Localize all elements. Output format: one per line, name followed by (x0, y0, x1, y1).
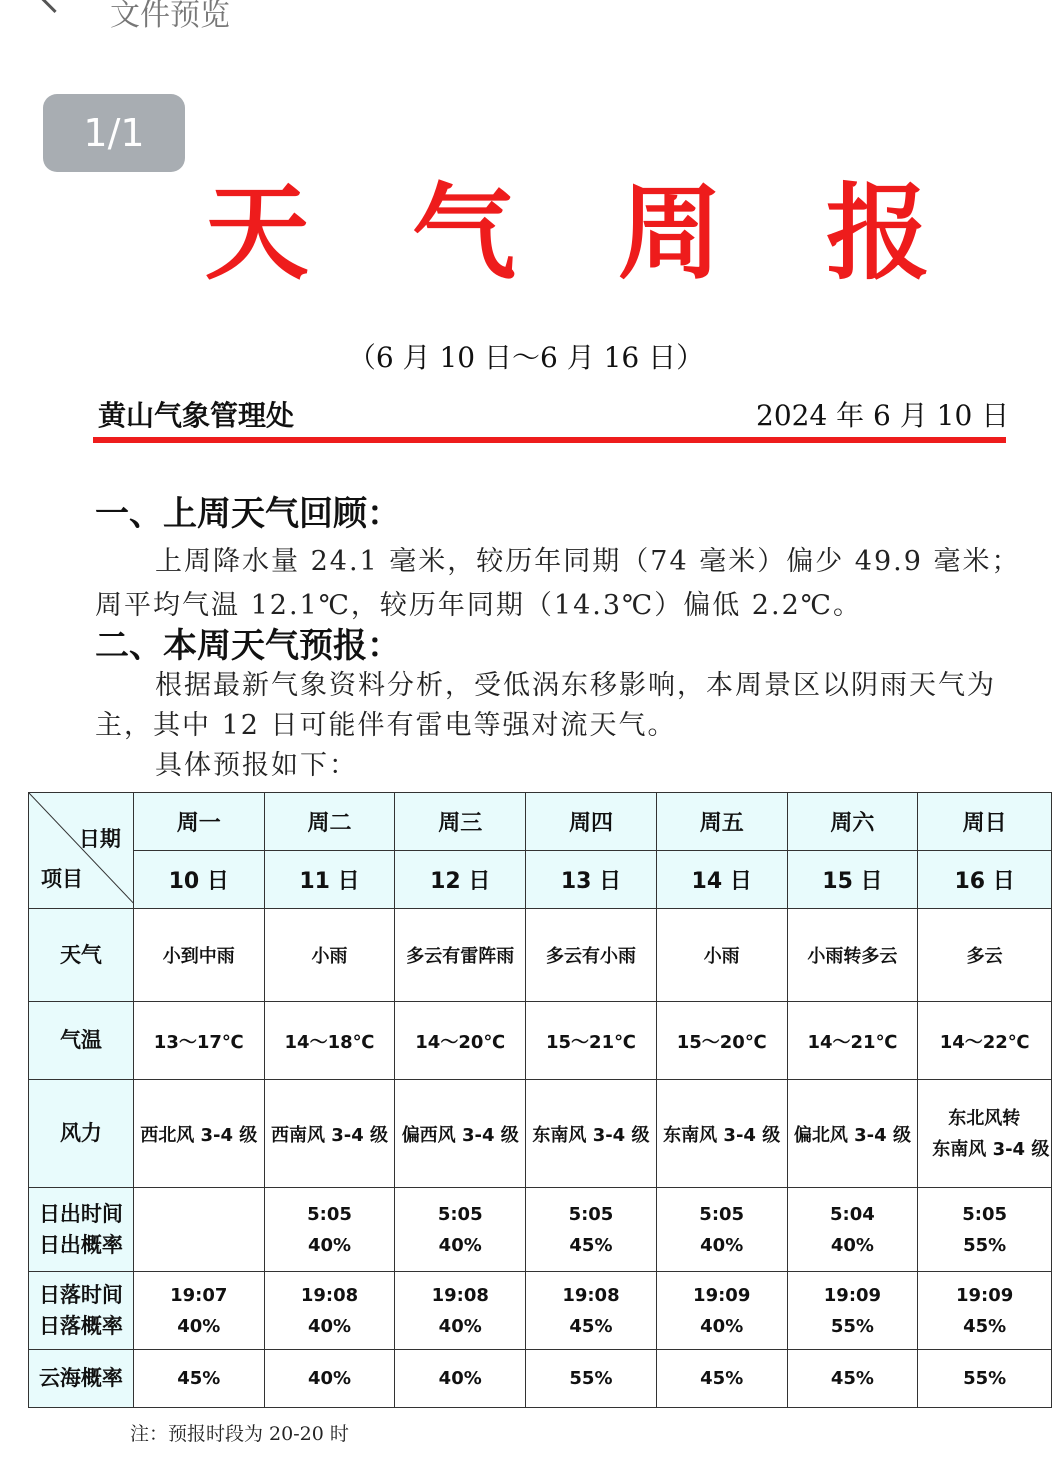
sunrise-time: 5:05 (307, 1203, 352, 1225)
date-range: （6 月 10 日～6 月 16 日） (347, 341, 705, 374)
wind-cell: 偏北风 3-4 级 (787, 1080, 918, 1188)
weekday-header: 周四 (526, 793, 657, 851)
wind-cell: 东南风 3-4 级 (656, 1080, 787, 1188)
sunrise-time: 5:05 (437, 1203, 483, 1225)
sunrise-cell (656, 1188, 787, 1272)
sunrise-cell (526, 1188, 657, 1272)
date-header: 13 日 (526, 851, 657, 909)
forecast-table (28, 792, 1052, 1408)
sunset-cell (395, 1272, 526, 1350)
sunrise-prob: 55% (963, 1234, 1007, 1256)
corner-date-label: 日期 (78, 827, 121, 851)
row-label-sea-of-clouds: 云海概率 (29, 1350, 134, 1408)
sea-of-clouds-cell: 55% (918, 1350, 1052, 1408)
publish-date: 2024 年 6 月 10 日 (756, 399, 1010, 432)
sunrise-prob-label: 日出概率 (38, 1232, 123, 1257)
temp-cell: 13～17℃ (133, 1002, 264, 1080)
footnote: 注：预报时段为 20-20 时 (130, 1423, 349, 1445)
sunrise-cell (395, 1188, 526, 1272)
sunrise-time-label: 日出时间 (38, 1201, 123, 1226)
sunrise-time: 5:05 (568, 1203, 614, 1225)
doc-title-char-1: 天 (205, 171, 310, 294)
back-arrow-icon[interactable] (34, 0, 75, 13)
corner-item-label: 项目 (41, 867, 83, 891)
sunset-time: 19:07 (170, 1284, 228, 1306)
app-title: 文件预览 (110, 0, 230, 33)
weather-cell: 小雨 (656, 909, 787, 1002)
sunset-prob: 40% (438, 1315, 482, 1337)
sea-of-clouds-cell: 55% (526, 1350, 657, 1408)
sunrise-prob: 45% (569, 1234, 613, 1256)
sea-of-clouds-cell: 40% (395, 1350, 526, 1408)
section1-line1: 上周降水量 24.1 毫米，较历年同期（74 毫米）偏少 49.9 毫米； (155, 546, 1021, 577)
weather-cell: 小雨 (264, 909, 395, 1002)
sunrise-prob: 40% (307, 1234, 352, 1256)
section2-line1: 根据最新气象资料分析，受低涡东移影响，本周景区以阴雨天气为 (155, 670, 996, 701)
sunset-cell (264, 1272, 395, 1350)
weather-cell: 多云有雷阵雨 (395, 909, 526, 1002)
sunrise-prob: 40% (700, 1234, 744, 1256)
date-header: 10 日 (133, 851, 264, 909)
sunrise-cell (264, 1188, 395, 1272)
weekday-header: 周日 (918, 793, 1052, 851)
sunrise-prob: 40% (830, 1234, 874, 1256)
section1-line2: 周平均气温 12.1℃，较历年同期（14.3℃）偏低 2.2℃。 (95, 590, 862, 621)
temp-cell: 14～22℃ (918, 1002, 1052, 1080)
row-label-sunrise (29, 1188, 134, 1272)
issuing-org: 黄山气象管理处 (98, 399, 295, 432)
sunrise-time: 5:05 (962, 1203, 1008, 1225)
sunset-prob: 40% (700, 1315, 744, 1337)
wind-cell: 西北风 3-4 级 (133, 1080, 264, 1188)
header-divider (93, 437, 1006, 443)
section1-heading: 一、上周天气回顾： (95, 494, 401, 534)
sunset-cell (918, 1272, 1052, 1350)
sunrise-cell (787, 1188, 918, 1272)
section2-line3: 具体预报如下： (155, 750, 358, 781)
weekday-header: 周一 (133, 793, 264, 851)
sea-of-clouds-cell: 40% (264, 1350, 395, 1408)
sunset-cell (656, 1272, 787, 1350)
date-header: 15 日 (787, 851, 918, 909)
sunrise-cell (918, 1188, 1052, 1272)
sea-of-clouds-cell: 45% (787, 1350, 918, 1408)
section2-heading: 二、本周天气预报： (95, 626, 401, 666)
sunset-prob: 55% (830, 1315, 874, 1337)
weekday-header: 周五 (656, 793, 787, 851)
wind-line2: 东南风 3-4 级 (932, 1138, 1050, 1160)
sunset-time-label: 日落时间 (38, 1282, 123, 1307)
temp-cell: 14～20℃ (395, 1002, 526, 1080)
wind-cell: 东南风 3-4 级 (526, 1080, 657, 1188)
sunset-time: 19:09 (823, 1284, 882, 1306)
sunrise-time: 5:05 (699, 1203, 745, 1225)
sunset-time: 19:08 (300, 1284, 359, 1306)
sunset-time: 19:09 (693, 1284, 751, 1306)
page-indicator: 1/1 (43, 94, 185, 172)
weather-cell: 多云 (918, 909, 1052, 1002)
doc-title-char-2: 气 (412, 171, 517, 294)
sea-of-clouds-cell: 45% (133, 1350, 264, 1408)
weekday-header: 周六 (787, 793, 918, 851)
sunset-time: 19:08 (562, 1284, 620, 1306)
sunset-time: 19:08 (431, 1284, 489, 1306)
wind-cell: 偏西风 3-4 级 (395, 1080, 526, 1188)
weather-cell: 小到中雨 (133, 909, 264, 1002)
weekday-header: 周二 (264, 793, 395, 851)
table-corner (29, 793, 134, 909)
sunset-cell (526, 1272, 657, 1350)
weekday-header: 周三 (395, 793, 526, 851)
date-header: 11 日 (264, 851, 395, 909)
row-label-temp: 气温 (29, 1002, 134, 1080)
sunset-prob: 45% (569, 1315, 613, 1337)
wind-cell: 西南风 3-4 级 (264, 1080, 395, 1188)
sunset-cell (787, 1272, 918, 1350)
weather-cell: 小雨转多云 (787, 909, 918, 1002)
sunset-prob-label: 日落概率 (38, 1313, 123, 1338)
temp-cell: 14～18℃ (264, 1002, 395, 1080)
sea-of-clouds-cell: 45% (656, 1350, 787, 1408)
temp-cell: 15～20℃ (656, 1002, 787, 1080)
date-header: 12 日 (395, 851, 526, 909)
doc-title-char-4: 报 (826, 171, 931, 294)
sunrise-time: 5:04 (830, 1203, 875, 1225)
section2-line2: 主，其中 12 日可能伴有雷电等强对流天气。 (95, 710, 677, 741)
row-label-sunset (29, 1272, 134, 1350)
doc-title-char-3: 周 (618, 171, 723, 294)
weather-cell: 多云有小雨 (526, 909, 657, 1002)
sunset-cell (133, 1272, 264, 1350)
sunrise-cell (133, 1188, 264, 1272)
row-label-weather: 天气 (29, 909, 134, 1002)
temp-cell: 14～21℃ (787, 1002, 918, 1080)
sunrise-prob: 40% (438, 1234, 482, 1256)
sunset-prob: 40% (177, 1315, 221, 1337)
date-header: 16 日 (918, 851, 1052, 909)
date-header: 14 日 (656, 851, 787, 909)
row-label-wind: 风力 (29, 1080, 134, 1188)
sunset-prob: 45% (963, 1315, 1007, 1337)
sunset-time: 19:09 (956, 1284, 1014, 1306)
sunset-prob: 40% (307, 1315, 352, 1337)
top-bar (0, 0, 1052, 60)
wind-line1: 东北风转 (948, 1107, 1021, 1129)
wind-cell (918, 1080, 1052, 1188)
temp-cell: 15～21℃ (526, 1002, 657, 1080)
